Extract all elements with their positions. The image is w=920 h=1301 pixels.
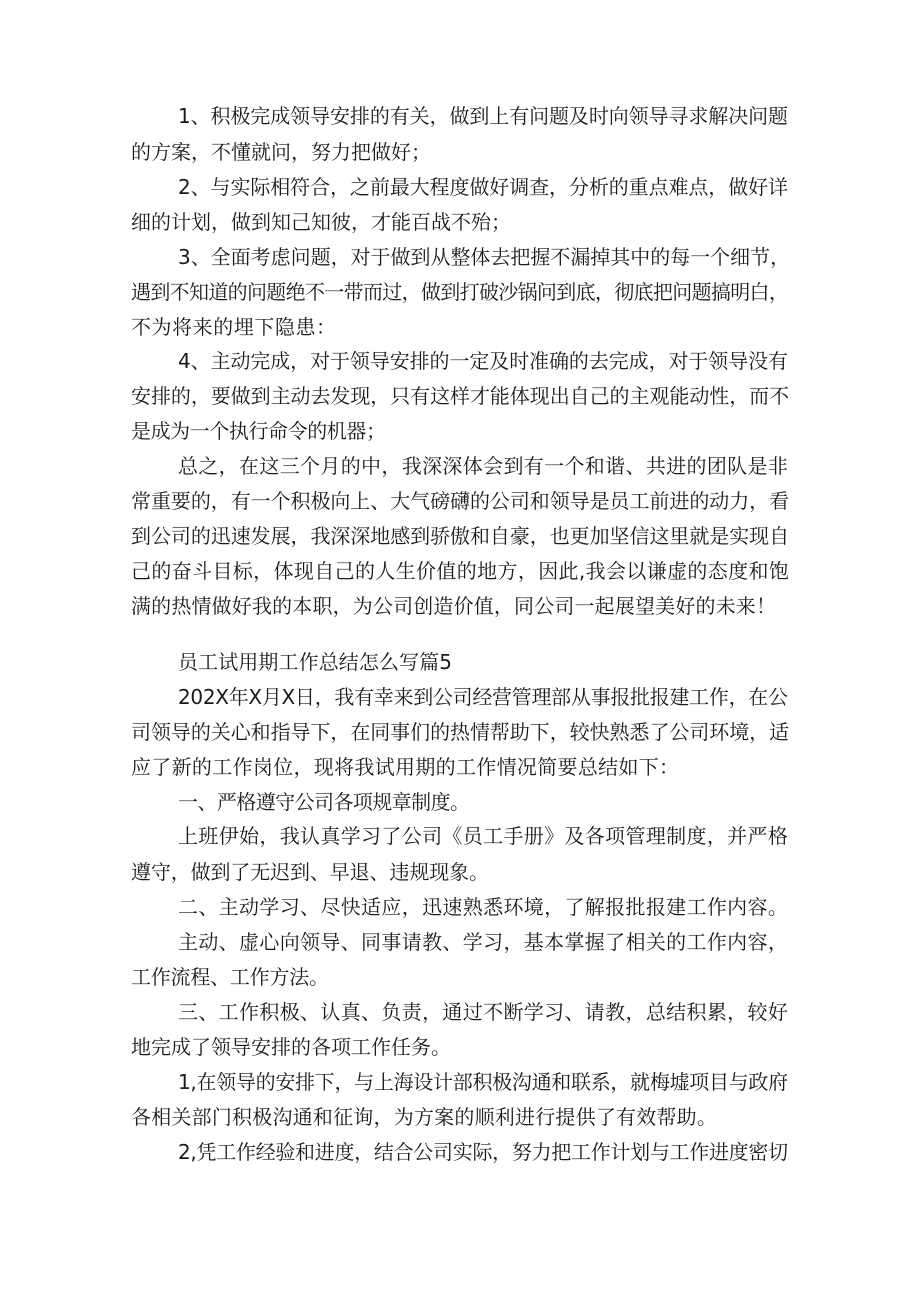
paragraph-line: 主动、虚心向领导、同事请教、学习，基本掌握了相关的工作内容，	[178, 930, 789, 954]
paragraph-line: 是成为一个执行命令的机器；	[131, 419, 386, 443]
paragraph-line: 应了新的工作岗位，现将我试用期的工作情况简要总结如下：	[131, 755, 680, 779]
paragraph-line: 1、积极完成领导安排的有关，做到上有问题及时向领导寻求解决问题	[178, 104, 788, 128]
paragraph-line: 各相关部门积极沟通和征询，为方案的顺利进行提供了有效帮助。	[131, 1105, 718, 1129]
paragraph-line: 遵守，做到了无迟到、早退、违规现象。	[131, 860, 489, 884]
paragraph-line: 上班伊始，我认真学习了公司《员工手册》及各项管理制度，并严格	[178, 824, 789, 848]
paragraph-line: 细的计划，做到知己知彼，才能百战不殆；	[131, 210, 511, 234]
paragraph-line: 一、严格遵守公司各项规章制度。	[178, 790, 470, 814]
paragraph-line: 满的热情做好我的本职，为公司创造价值，同公司一起展望美好的未来！	[131, 594, 777, 618]
paragraph-line: 二、主动学习、尽快适应，迅速熟悉环境，了解报批报建工作内容。	[178, 895, 789, 919]
paragraph-line: 到公司的迅速发展，我深深地感到骄傲和自豪，也更加坚信这里就是实现自	[131, 524, 790, 548]
paragraph-line: 不为将来的埋下隐患：	[131, 315, 337, 339]
paragraph-line: 地完成了领导安排的各项工作任务。	[131, 1035, 451, 1059]
paragraph-line: 工作流程、工作方法。	[131, 965, 329, 989]
paragraph-line: 2,凭工作经验和进度，结合公司实际，努力把工作计划与工作进度密切	[178, 1140, 788, 1164]
paragraph-line: 遇到不知道的问题绝不一带而过，做到打破沙锅问到底，彻底把问题搞明白，	[131, 280, 789, 304]
paragraph-line: 1,在领导的安排下，与上海设计部积极沟通和联系，就梅墟项目与政府	[178, 1070, 788, 1094]
paragraph-line: 3、全面考虑问题，对于做到从整体去把握不漏掉其中的每一个细节，	[178, 245, 791, 269]
paragraph-line: 己的奋斗目标，体现自己的人生价值的地方，因此,我会以谦虚的态度和饱	[131, 559, 790, 583]
paragraph-line: 4、主动完成，对于领导安排的一定及时准确的去完成，对于领导没有	[178, 349, 788, 373]
section-heading: 员工试用期工作总结怎么写篇5	[178, 650, 453, 674]
paragraph-line: 的方案，不懂就问，努力把做好；	[131, 140, 431, 164]
paragraph-line: 总之，在这三个月的中，我深深体会到有一个和谐、共进的团队是非	[178, 454, 789, 478]
paragraph-line: 常重要的，有一个积极向上、大气磅礴的公司和领导是员工前进的动力，看	[131, 489, 790, 513]
paragraph-line: 2、与实际相符合，之前最大程度做好调查，分析的重点难点，做好详	[178, 175, 788, 199]
paragraph-line: 安排的，要做到主动去发现，只有这样才能体现出自己的主观能动性，而不	[131, 384, 790, 408]
paragraph-line: 202X年X月X日，我有幸来到公司经营管理部从事报批报建工作，在公	[178, 685, 788, 709]
paragraph-line: 司领导的关心和指导下，在同事们的热情帮助下，较快熟悉了公司环境，适	[131, 720, 790, 744]
paragraph-line: 三、工作积极、认真、负责，通过不断学习、请教，总结积累，较好	[178, 1000, 789, 1024]
